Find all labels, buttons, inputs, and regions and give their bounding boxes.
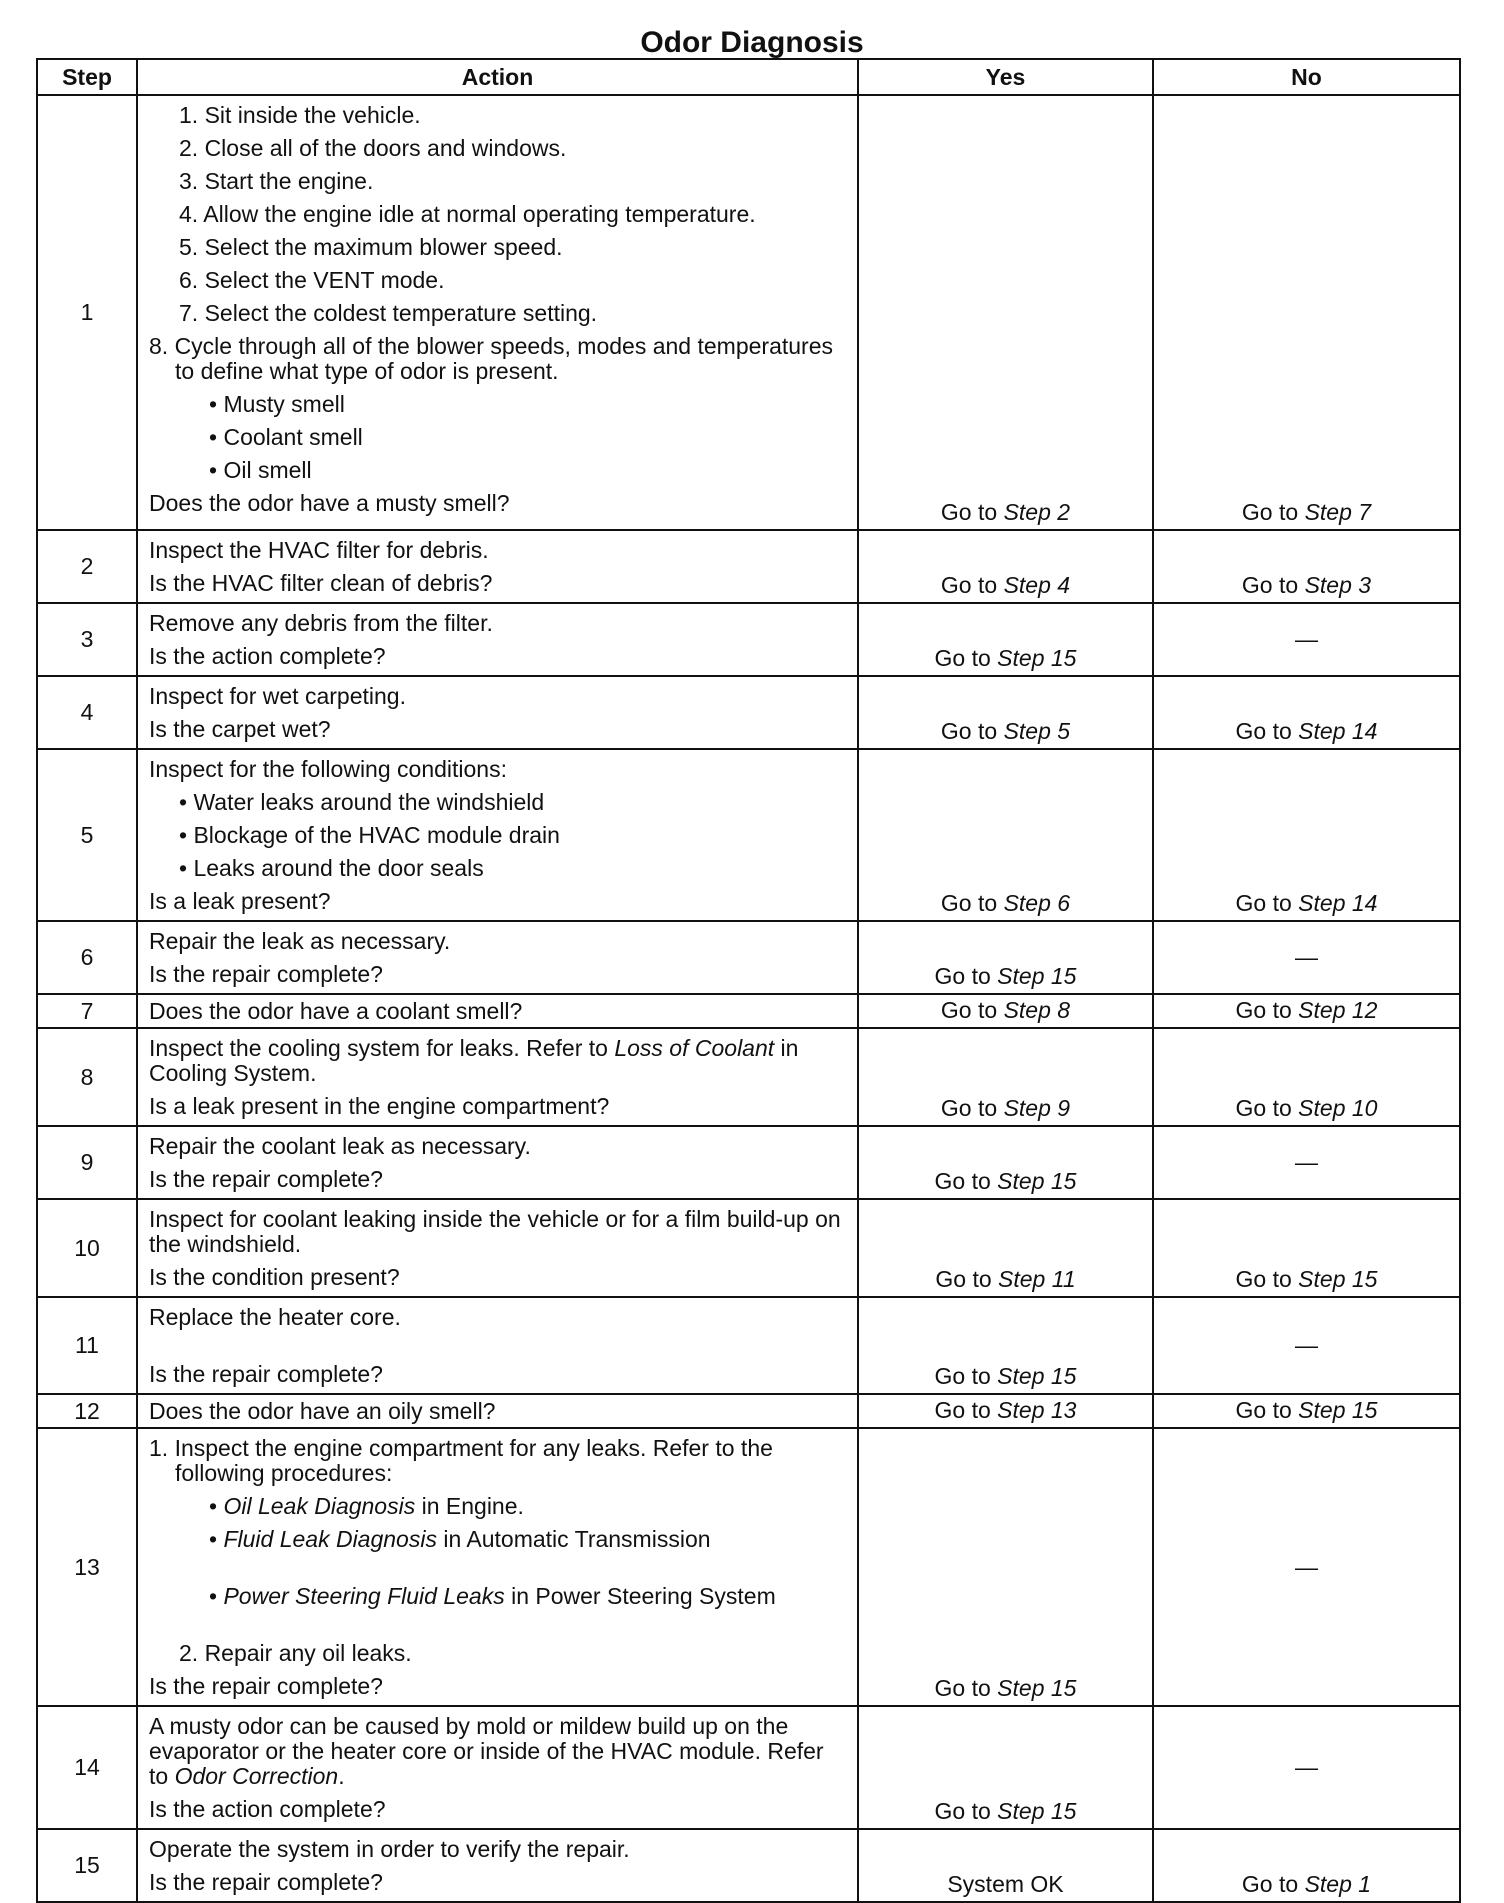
step-ref: Step 15: [997, 1798, 1077, 1824]
bullet-item: • Oil smell: [209, 457, 312, 483]
step-number: 6: [37, 921, 137, 994]
step-ref: Step 3: [1304, 572, 1372, 598]
goto-label: Go to: [1235, 997, 1292, 1023]
action-cell: [137, 676, 858, 749]
step-ref: Step 15: [997, 1675, 1077, 1701]
goto-label: Go to: [940, 890, 998, 916]
bullet-text: Musty smell: [223, 391, 345, 417]
header-yes: Yes: [858, 59, 1153, 95]
page-title: Odor Diagnosis: [640, 26, 864, 59]
step-ref: Step 15: [1298, 1397, 1378, 1423]
no-cell: [1153, 530, 1460, 603]
question: Is a leak present?: [149, 888, 331, 914]
action-item: 8. Cycle through all of the blower speeds, modes and temperatures to define what type of odor is present.: [149, 333, 833, 384]
bullet-text: Blockage of the HVAC module drain: [193, 822, 560, 848]
yes-cell: [858, 95, 1153, 530]
goto-label: Go to: [934, 963, 991, 989]
action-cell: [137, 921, 858, 994]
step-number: 3: [37, 603, 137, 676]
action-item: 3. Start the engine.: [179, 168, 374, 194]
question: Is the HVAC filter clean of debris?: [149, 570, 493, 596]
step-ref: Step 15: [1298, 1266, 1378, 1292]
no-cell: [1153, 95, 1460, 530]
header-step: Step: [37, 59, 137, 95]
no-cell: [1153, 1028, 1460, 1126]
no-cell: —: [1153, 1428, 1460, 1706]
reference-item: • Power Steering Fluid Leaks in Power Steering System: [209, 1583, 776, 1609]
yes-cell: System OK: [858, 1829, 1153, 1902]
no-cell: [1153, 1829, 1460, 1902]
step-ref: Step 6: [1003, 890, 1071, 916]
no-cell: —: [1153, 921, 1460, 994]
bullet-text: Oil smell: [223, 457, 312, 483]
question: Does the odor have a musty smell?: [149, 490, 510, 516]
action-cell: [137, 95, 858, 530]
bullet-text: Coolant smell: [223, 424, 363, 450]
step-ref: Step 4: [1003, 572, 1071, 598]
step-ref: Step 14: [1298, 718, 1378, 744]
action-text: Inspect the HVAC filter for debris.: [149, 537, 489, 563]
action-text-part: A musty odor can be caused by mold or mildew build up on the evaporator or the heater core or inside of the HVAC module. Refer to: [149, 1713, 824, 1789]
step-number: 5: [37, 749, 137, 921]
no-cell: [1153, 1199, 1460, 1297]
goto-label: Go to: [1235, 718, 1292, 744]
step-ref: Step 1: [1304, 1871, 1372, 1897]
step-number: 10: [37, 1199, 137, 1297]
step-number: 12: [37, 1394, 137, 1428]
step-ref: Step 14: [1298, 890, 1378, 916]
yes-cell: [858, 921, 1153, 994]
goto-label: Go to: [934, 1397, 991, 1423]
action-cell: [137, 1199, 858, 1297]
goto-label: Go to: [1241, 572, 1299, 598]
header-no: No: [1153, 59, 1460, 95]
goto-label: Go to: [934, 1675, 991, 1701]
action-cell: [137, 1297, 858, 1394]
action-cell: [137, 1706, 858, 1829]
bullet-text: Leaks around the door seals: [193, 855, 484, 881]
step-ref: Step 9: [1003, 1095, 1071, 1121]
bullet-item: • Leaks around the door seals: [179, 855, 484, 881]
table-row: [37, 994, 1460, 1028]
action-text-part: .: [338, 1763, 345, 1789]
bullet-item: • Coolant smell: [209, 424, 363, 450]
table-row: [37, 749, 1460, 921]
action-text: Remove any debris from the filter.: [149, 610, 493, 636]
step-ref: Step 15: [997, 1363, 1077, 1389]
step-number: 11: [37, 1297, 137, 1394]
step-number: 8: [37, 1028, 137, 1126]
spacer: [149, 1334, 849, 1358]
action-text: Inspect for coolant leaking inside the vehicle or for a film build-up on the windshield.: [149, 1206, 841, 1257]
table-row: [37, 1199, 1460, 1297]
goto-label: Go to: [934, 1798, 991, 1824]
goto-label: Go to: [940, 997, 998, 1023]
action-item: 4. Allow the engine idle at normal operating temperature.: [179, 201, 756, 227]
yes-cell: [858, 1394, 1153, 1428]
bullet-item: • Musty smell: [209, 391, 345, 417]
goto-label: Go to: [1235, 1095, 1292, 1121]
action-cell: [137, 1394, 858, 1428]
action-text-part: in Cooling System.: [149, 1035, 799, 1086]
action-item: 5. Select the maximum blower speed.: [179, 234, 563, 260]
yes-cell: [858, 1428, 1153, 1706]
table-row: [37, 1297, 1460, 1394]
action-item: 1. Inspect the engine compartment for any leaks. Refer to the following procedures:: [149, 1435, 773, 1486]
reference-item: • Oil Leak Diagnosis in Engine.: [209, 1493, 524, 1519]
goto-label: Go to: [934, 1168, 991, 1194]
reference-link[interactable]: Fluid Leak Diagnosis: [223, 1526, 437, 1552]
reference-link[interactable]: Power Steering Fluid Leaks: [223, 1583, 505, 1609]
no-cell: —: [1153, 603, 1460, 676]
yes-cell: [858, 1297, 1153, 1394]
question: Does the odor have an oily smell?: [149, 1398, 496, 1424]
diagnosis-table-container: [36, 58, 1459, 1903]
question: Is the carpet wet?: [149, 716, 331, 742]
step-ref: Step 11: [998, 1266, 1076, 1292]
action-text: Inspect for wet carpeting.: [149, 683, 406, 709]
question: Is the action complete?: [149, 643, 386, 669]
step-number: 15: [37, 1829, 137, 1902]
action-item: 1. Sit inside the vehicle.: [179, 102, 421, 128]
table-row: [37, 603, 1460, 676]
goto-label: Go to: [940, 1095, 998, 1121]
no-cell: [1153, 749, 1460, 921]
goto-label: Go to: [935, 1266, 992, 1292]
action-text: Operate the system in order to verify the repair.: [149, 1836, 630, 1862]
reference-link[interactable]: Odor Correction: [174, 1763, 339, 1789]
table-row: [37, 1394, 1460, 1428]
question: Is the repair complete?: [149, 961, 383, 987]
action-cell: [137, 994, 858, 1028]
question: Is a leak present in the engine compartment?: [149, 1093, 610, 1119]
reference-suffix: in Power Steering System: [511, 1583, 776, 1609]
bullet-item: • Water leaks around the windshield: [179, 789, 545, 815]
action-cell: [137, 749, 858, 921]
action-text-part: Inspect the cooling system for leaks. Refer to: [149, 1035, 608, 1061]
step-number: 14: [37, 1706, 137, 1829]
table-row: [37, 921, 1460, 994]
goto-label: Go to: [934, 1363, 991, 1389]
step-number: 7: [37, 994, 137, 1028]
step-number: 1: [37, 95, 137, 530]
reference-link[interactable]: Oil Leak Diagnosis: [223, 1493, 416, 1519]
table-row: [37, 1028, 1460, 1126]
reference-suffix: in Engine.: [421, 1493, 524, 1519]
question: Does the odor have a coolant smell?: [149, 998, 523, 1024]
action-text: Inspect for the following conditions:: [149, 756, 507, 782]
step-ref: Step 5: [1003, 718, 1071, 744]
diagnosis-table: [36, 58, 1461, 1903]
reference-suffix: in Automatic Transmission: [443, 1526, 711, 1552]
question: Is the action complete?: [149, 1796, 386, 1822]
step-ref: Step 7: [1304, 499, 1372, 525]
yes-cell: [858, 1028, 1153, 1126]
goto-label: Go to: [940, 499, 998, 525]
goto-label: Go to: [934, 645, 991, 671]
action-cell: [137, 1428, 858, 1706]
step-ref: Step 12: [1298, 997, 1378, 1023]
no-cell: [1153, 994, 1460, 1028]
no-cell: —: [1153, 1297, 1460, 1394]
action-text: Replace the heater core.: [149, 1304, 401, 1330]
goto-label: Go to: [1235, 1266, 1292, 1292]
header-action: Action: [137, 59, 858, 95]
step-ref: Step 15: [997, 645, 1077, 671]
action-cell: [137, 1126, 858, 1199]
header-row: [37, 59, 1460, 95]
action-text: [149, 1714, 849, 1789]
table-row: [37, 1829, 1460, 1902]
no-cell: [1153, 676, 1460, 749]
table-row: [37, 1706, 1460, 1829]
action-cell: [137, 530, 858, 603]
action-item: 6. Select the VENT mode.: [179, 267, 445, 293]
goto-label: Go to: [940, 718, 998, 744]
action-cell: [137, 1829, 858, 1902]
no-cell: [1153, 1394, 1460, 1428]
table-row: [37, 676, 1460, 749]
table-row: [37, 1126, 1460, 1199]
yes-cell: [858, 994, 1153, 1028]
question: Is the repair complete?: [149, 1673, 383, 1699]
goto-label: Go to: [1241, 499, 1299, 525]
action-item: 7. Select the coldest temperature setting.: [179, 300, 598, 326]
spacer: [149, 1613, 849, 1637]
question: Is the repair complete?: [149, 1361, 383, 1387]
yes-cell: [858, 1199, 1153, 1297]
action-text: Repair the coolant leak as necessary.: [149, 1133, 531, 1159]
step-ref: Step 15: [997, 963, 1077, 989]
step-ref: Step 10: [1298, 1095, 1378, 1121]
action-item: 2. Repair any oil leaks.: [179, 1640, 412, 1666]
action-cell: [137, 603, 858, 676]
no-cell: —: [1153, 1126, 1460, 1199]
action-item: 2. Close all of the doors and windows.: [179, 135, 567, 161]
reference-link[interactable]: Loss of Coolant: [614, 1035, 775, 1061]
step-number: 2: [37, 530, 137, 603]
step-ref: Step 13: [997, 1397, 1077, 1423]
goto-label: Go to: [1241, 1871, 1299, 1897]
no-cell: —: [1153, 1706, 1460, 1829]
goto-label: Go to: [940, 572, 998, 598]
table-row: [37, 95, 1460, 530]
question: Is the repair complete?: [149, 1869, 383, 1895]
step-ref: Step 8: [1003, 997, 1071, 1023]
reference-item: • Fluid Leak Diagnosis in Automatic Transmission: [209, 1526, 711, 1552]
step-number: 9: [37, 1126, 137, 1199]
table-row: [37, 530, 1460, 603]
action-text: Repair the leak as necessary.: [149, 928, 451, 954]
yes-cell: [858, 1126, 1153, 1199]
yes-cell: [858, 530, 1153, 603]
action-cell: [137, 1028, 858, 1126]
bullet-text: Water leaks around the windshield: [193, 789, 545, 815]
spacer: [149, 1556, 849, 1580]
step-number: 4: [37, 676, 137, 749]
question: Is the repair complete?: [149, 1166, 383, 1192]
bullet-item: • Blockage of the HVAC module drain: [179, 822, 560, 848]
goto-label: Go to: [1235, 1397, 1292, 1423]
yes-cell: [858, 603, 1153, 676]
question: Is the condition present?: [149, 1264, 400, 1290]
step-ref: Step 2: [1003, 499, 1071, 525]
step-ref: Step 15: [997, 1168, 1077, 1194]
step-number: 13: [37, 1428, 137, 1706]
yes-cell: [858, 749, 1153, 921]
action-text: [149, 1036, 849, 1086]
yes-cell: [858, 676, 1153, 749]
goto-label: Go to: [1235, 890, 1292, 916]
yes-cell: [858, 1706, 1153, 1829]
table-row: [37, 1428, 1460, 1706]
